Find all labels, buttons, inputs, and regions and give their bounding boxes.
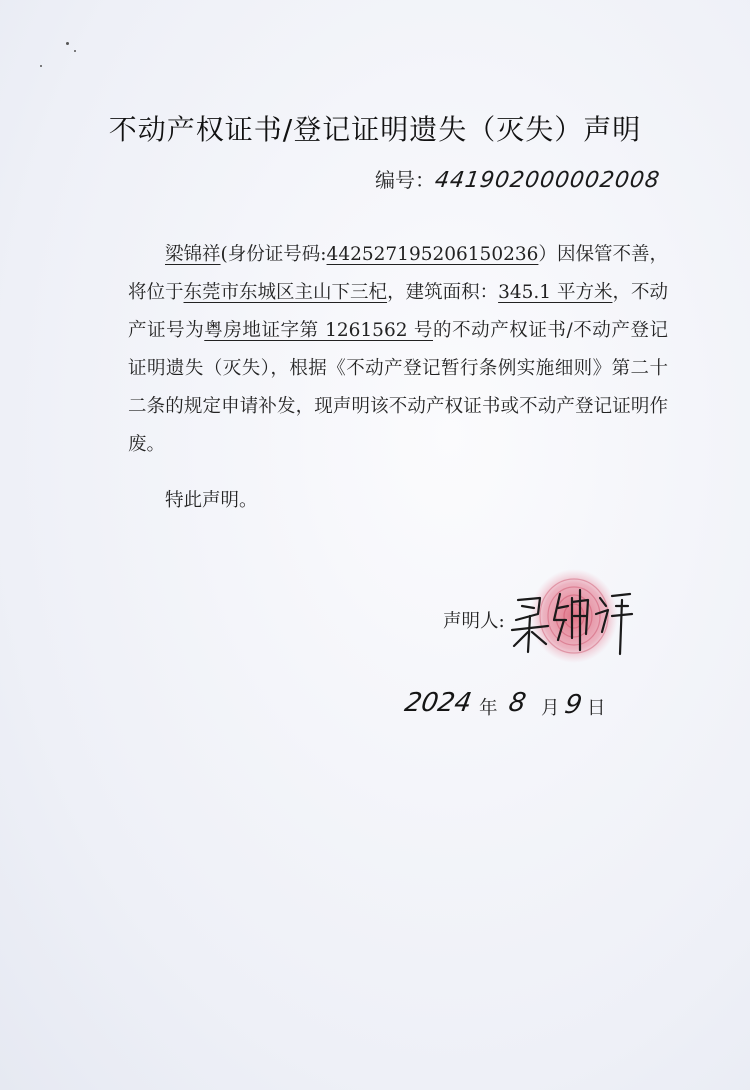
handwritten-signature bbox=[508, 580, 638, 660]
date-day: 9 bbox=[562, 690, 585, 720]
date-day-label: 日 bbox=[587, 698, 606, 719]
date-year-label: 年 bbox=[479, 698, 498, 719]
declarant-name: 梁锦祥 bbox=[165, 244, 221, 265]
date-year: 2024 bbox=[402, 688, 474, 718]
declaration-rest: 的不动产权证书/不动产登记证明遗失（灭失），根据《不动产登记暂行条例实施细则》第二十二条的规定申请补发，现声明该不动产权证书或不动产登记证明作废。 bbox=[128, 320, 668, 455]
scan-speck bbox=[66, 42, 69, 45]
scan-speck bbox=[74, 50, 76, 52]
id-number: 442527195206150236 bbox=[326, 244, 539, 265]
document-number bbox=[375, 164, 660, 193]
area-value: 345.1 平方米 bbox=[498, 282, 613, 303]
cert-prefix: 不动产证号为 bbox=[128, 282, 668, 341]
signature-date bbox=[402, 684, 625, 734]
declarant-label: 声明人: bbox=[443, 611, 505, 632]
scan-speck bbox=[40, 65, 42, 67]
area-comma: ， bbox=[612, 282, 631, 303]
document-title: 不动产权证书/登记证明遗失（灭失）声明 bbox=[108, 113, 642, 146]
location-prefix: 将位于 bbox=[128, 282, 184, 303]
id-label: (身份证号码: bbox=[220, 244, 327, 265]
property-address: 东莞市东城区主山下三杞 bbox=[183, 282, 388, 303]
area-label: ，建筑面积： bbox=[387, 282, 499, 303]
closing-text: 特此声明。 bbox=[165, 490, 258, 511]
declaration-paragraph bbox=[128, 236, 668, 464]
document-number-label: 编号： bbox=[375, 168, 436, 192]
declaration-body bbox=[128, 236, 668, 464]
date-month-label: 月 bbox=[541, 698, 560, 719]
date-month: 8 bbox=[506, 688, 529, 718]
certificate-number: 粤房地证字第 1261562 号 bbox=[204, 320, 433, 341]
id-suffix-text: ）因保管不善， bbox=[538, 244, 668, 265]
document-number-value: 441902000002008 bbox=[433, 168, 662, 193]
